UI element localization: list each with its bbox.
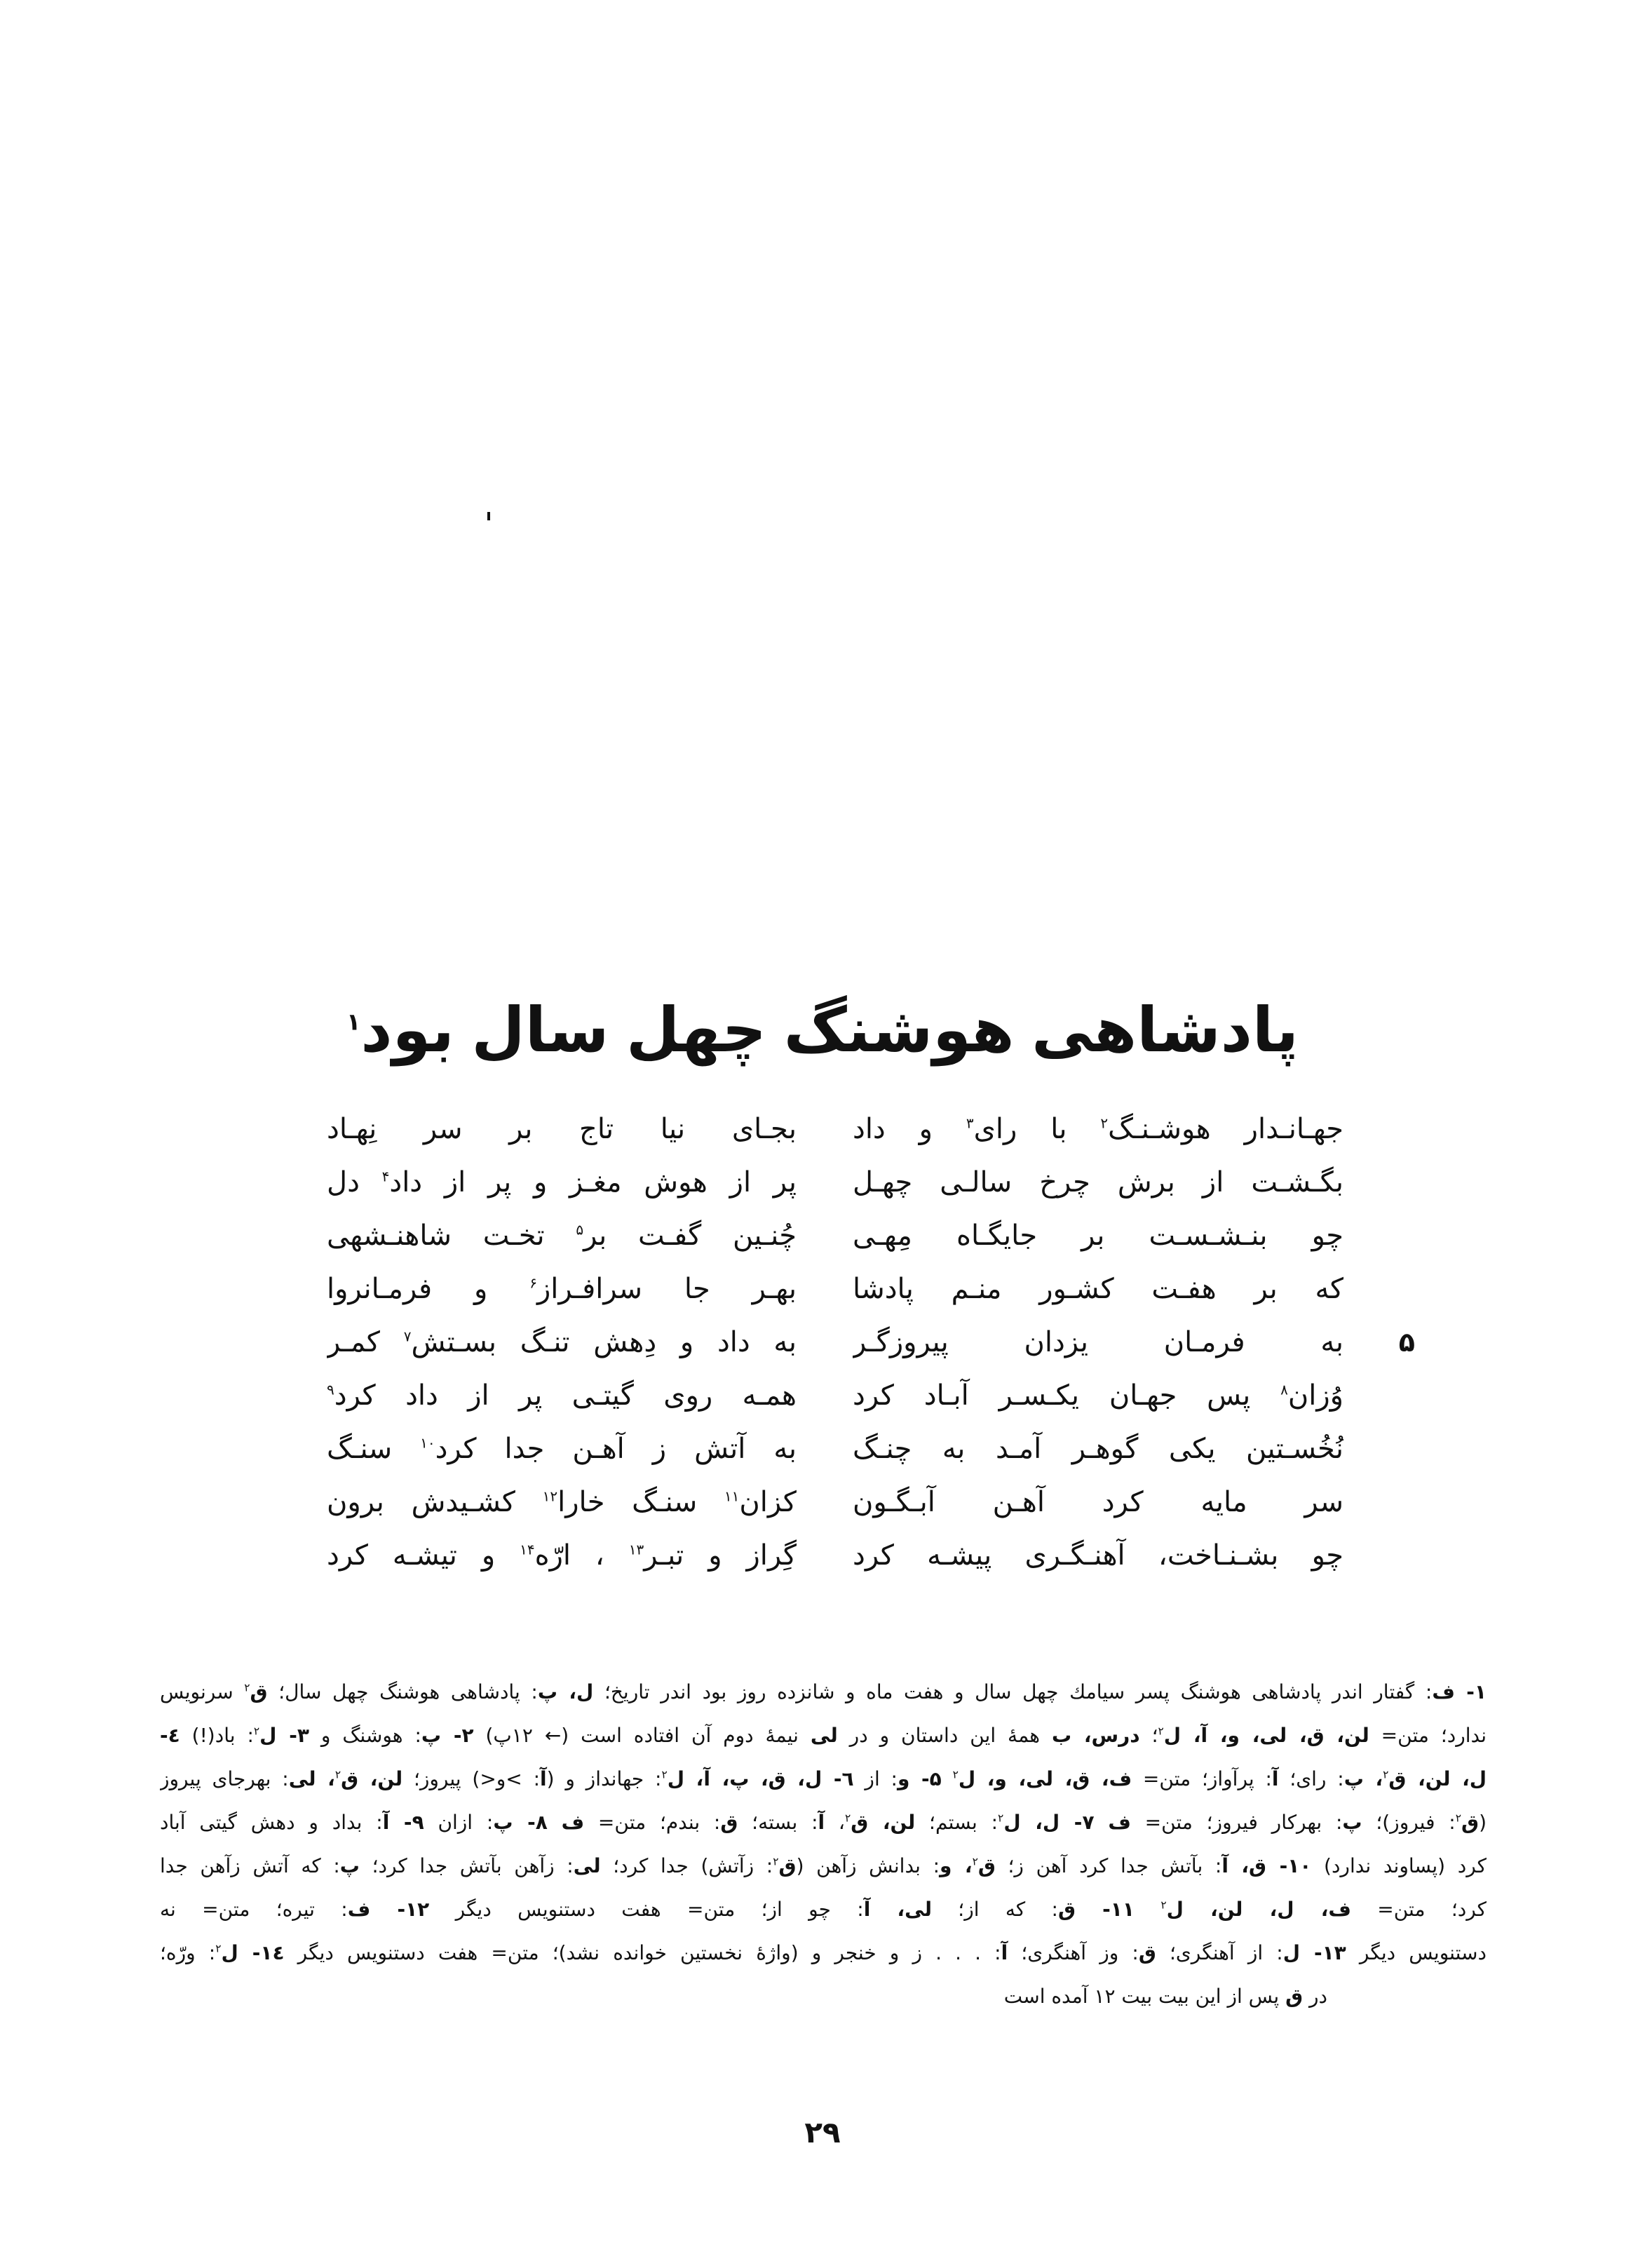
hemistich-first: وُزان$^۸$ پس جهـان یکـسـر آبـاد کرد [853, 1379, 1343, 1412]
hemistich-second: کزان$^{۱۱}$ سنـگ خارا$^{۱۲}$ کشـیدش برون [327, 1486, 797, 1518]
footnote-line: ندارد؛ متن= لن، ق، لی، و، آ، ل$^۲$؛ درس، ب همهٔ این داستان و در لی نیمهٔ دوم آن افتاده است (← ۱۲پ) ۲- پ: هوشنگ و ۳- ل$^۲$: باد(!) ٤- [160, 1724, 1487, 1747]
poem-couplet [327, 1476, 1343, 1529]
hemistich-second: گِراز و تبـر$^{۱۳}$ ، ارّه$^{۱۴}$ و تیشـه کرد [327, 1539, 797, 1572]
poem [327, 1102, 1343, 1582]
footnotes-block [160, 1670, 1487, 2018]
hemistich-second: بهـر جا سرافـراز$^۶$ و فرمـانروا [327, 1273, 797, 1305]
poem-couplet [327, 1262, 1343, 1316]
hemistich-second: بجـای نیا تاج بر سر نِهـاد [327, 1113, 797, 1145]
footnote-line: کرد (پساوند ندارد) ۱۰- ق، آ: بآتش جدا کرد آهن ز؛ ق$^۲$، و: بدانش زآهن (ق$^۲$: زآتش) جدا کرد؛ لی: زآهن بآتش جدا کرد؛ پ: که آتش زآهن جدا [160, 1854, 1487, 1877]
hemistich-first: جهـانـدار هوشـنـگ$^۲$ با رای$^۳$ و داد [853, 1113, 1343, 1145]
poem-couplet [327, 1156, 1343, 1209]
chapter-title [0, 994, 1645, 1066]
print-artifact-dot [487, 512, 490, 520]
title-footnote-ref: ۱ [346, 1008, 361, 1036]
poem-couplet [327, 1422, 1343, 1476]
hemistich-first: نُخُسـتین یکی گوهـر آمـد به چنـگ [853, 1433, 1343, 1465]
hemistich-second: همـه روی گیتـی پر از داد کرد$^۹$ [327, 1379, 797, 1412]
chapter-title-text: پادشاهی هوشنگ چهل سال بود [360, 993, 1299, 1066]
poem-couplet [327, 1102, 1343, 1156]
poem-couplet [327, 1209, 1343, 1262]
poem-couplet [327, 1316, 1343, 1369]
poem-couplet [327, 1529, 1343, 1582]
hemistich-first: که بر هفـت کشـور منـم پادشا [853, 1273, 1343, 1305]
hemistich-second: به داد و دِهش تنـگ بسـتش$^۷$ کمـر [327, 1326, 797, 1358]
margin-verse-number: ۵ [1398, 1327, 1415, 1358]
footnote-line: دستنویس دیگر ۱۳- ل: از آهنگری؛ ق: وز آهنگری؛ آ: . . . ز و خنجر و (واژهٔ نخستین خوانده نشد)؛ متن= هفت دستنویس دیگر ۱٤- ل$^۲$: ورّه؛ [160, 1941, 1487, 1964]
footnote-line: (ق$^۲$: فیروز)؛ پ: بهرکار فیروز؛ متن= ف ۷- ل، ل$^۲$: بستم؛ لن، ق$^۲$، آ: بسته؛ ق: بندم؛ متن= ف ۸- پ: ازان ۹- آ: بداد و دهش گیتی آباد [160, 1811, 1487, 1834]
footnote-line: ۱- ف: گفتار اندر پادشاهی هوشنگ پسر سیامك چهل سال و هفت ماه و شانزده روز بود اندر تاریخ؛ ل، پ: پادشاهی هوشنگ چهل سال؛ ق$^۲$ سرنویس [160, 1680, 1487, 1703]
footnote-line: ل، لن، ق$^۲$، پ: رای؛ آ: پرآواز؛ متن= ف، ق، لی، و، ل$^۲$ ۵- و: از ٦- ل، ق، پ، آ، ل$^۲$: جهانداز و (آ: >و<) پیروز؛ لن، ق$^۲$، لی: بهرجای پیروز [160, 1767, 1487, 1790]
hemistich-second: به آتش ز آهـن جدا کرد$^{۱۰}$ سنـگ [327, 1433, 797, 1465]
hemistich-second: پر از هوش مغـز و پر از داد$^۴$ دل [327, 1166, 797, 1199]
hemistich-first: چو بشـنـاخت، آهنـگـری پیشـه کرد [853, 1539, 1343, 1572]
footnote-final-line: در ق پس از این بیت بیت ۱۲ آمده است [1003, 1985, 1327, 2008]
hemistich-first: بگـشـت از برش چرخ سالـی چهـل [853, 1166, 1343, 1199]
hemistich-first: چو بنـشـسـت بر جایگـاه مِهـی [853, 1220, 1343, 1252]
hemistich-first: به فرمـان یزدان پیروزگـر [853, 1326, 1343, 1358]
footnote-line: کرد؛ متن= ف، ل، لن، ل$^۲$ ۱۱- ق: که از؛ لی، آ: چو از؛ متن= هفت دستنویس دیگر ۱۲- ف: تیره؛ متن= نه [160, 1898, 1487, 1921]
hemistich-first: سر مایه کرد آهـن آبـگـون [853, 1486, 1343, 1518]
page-number: ۲۹ [804, 2115, 841, 2149]
hemistich-second: چُنـین گفـت بر$^۵$ تخـت شاهنـشهی [327, 1220, 797, 1252]
poem-couplet [327, 1369, 1343, 1422]
